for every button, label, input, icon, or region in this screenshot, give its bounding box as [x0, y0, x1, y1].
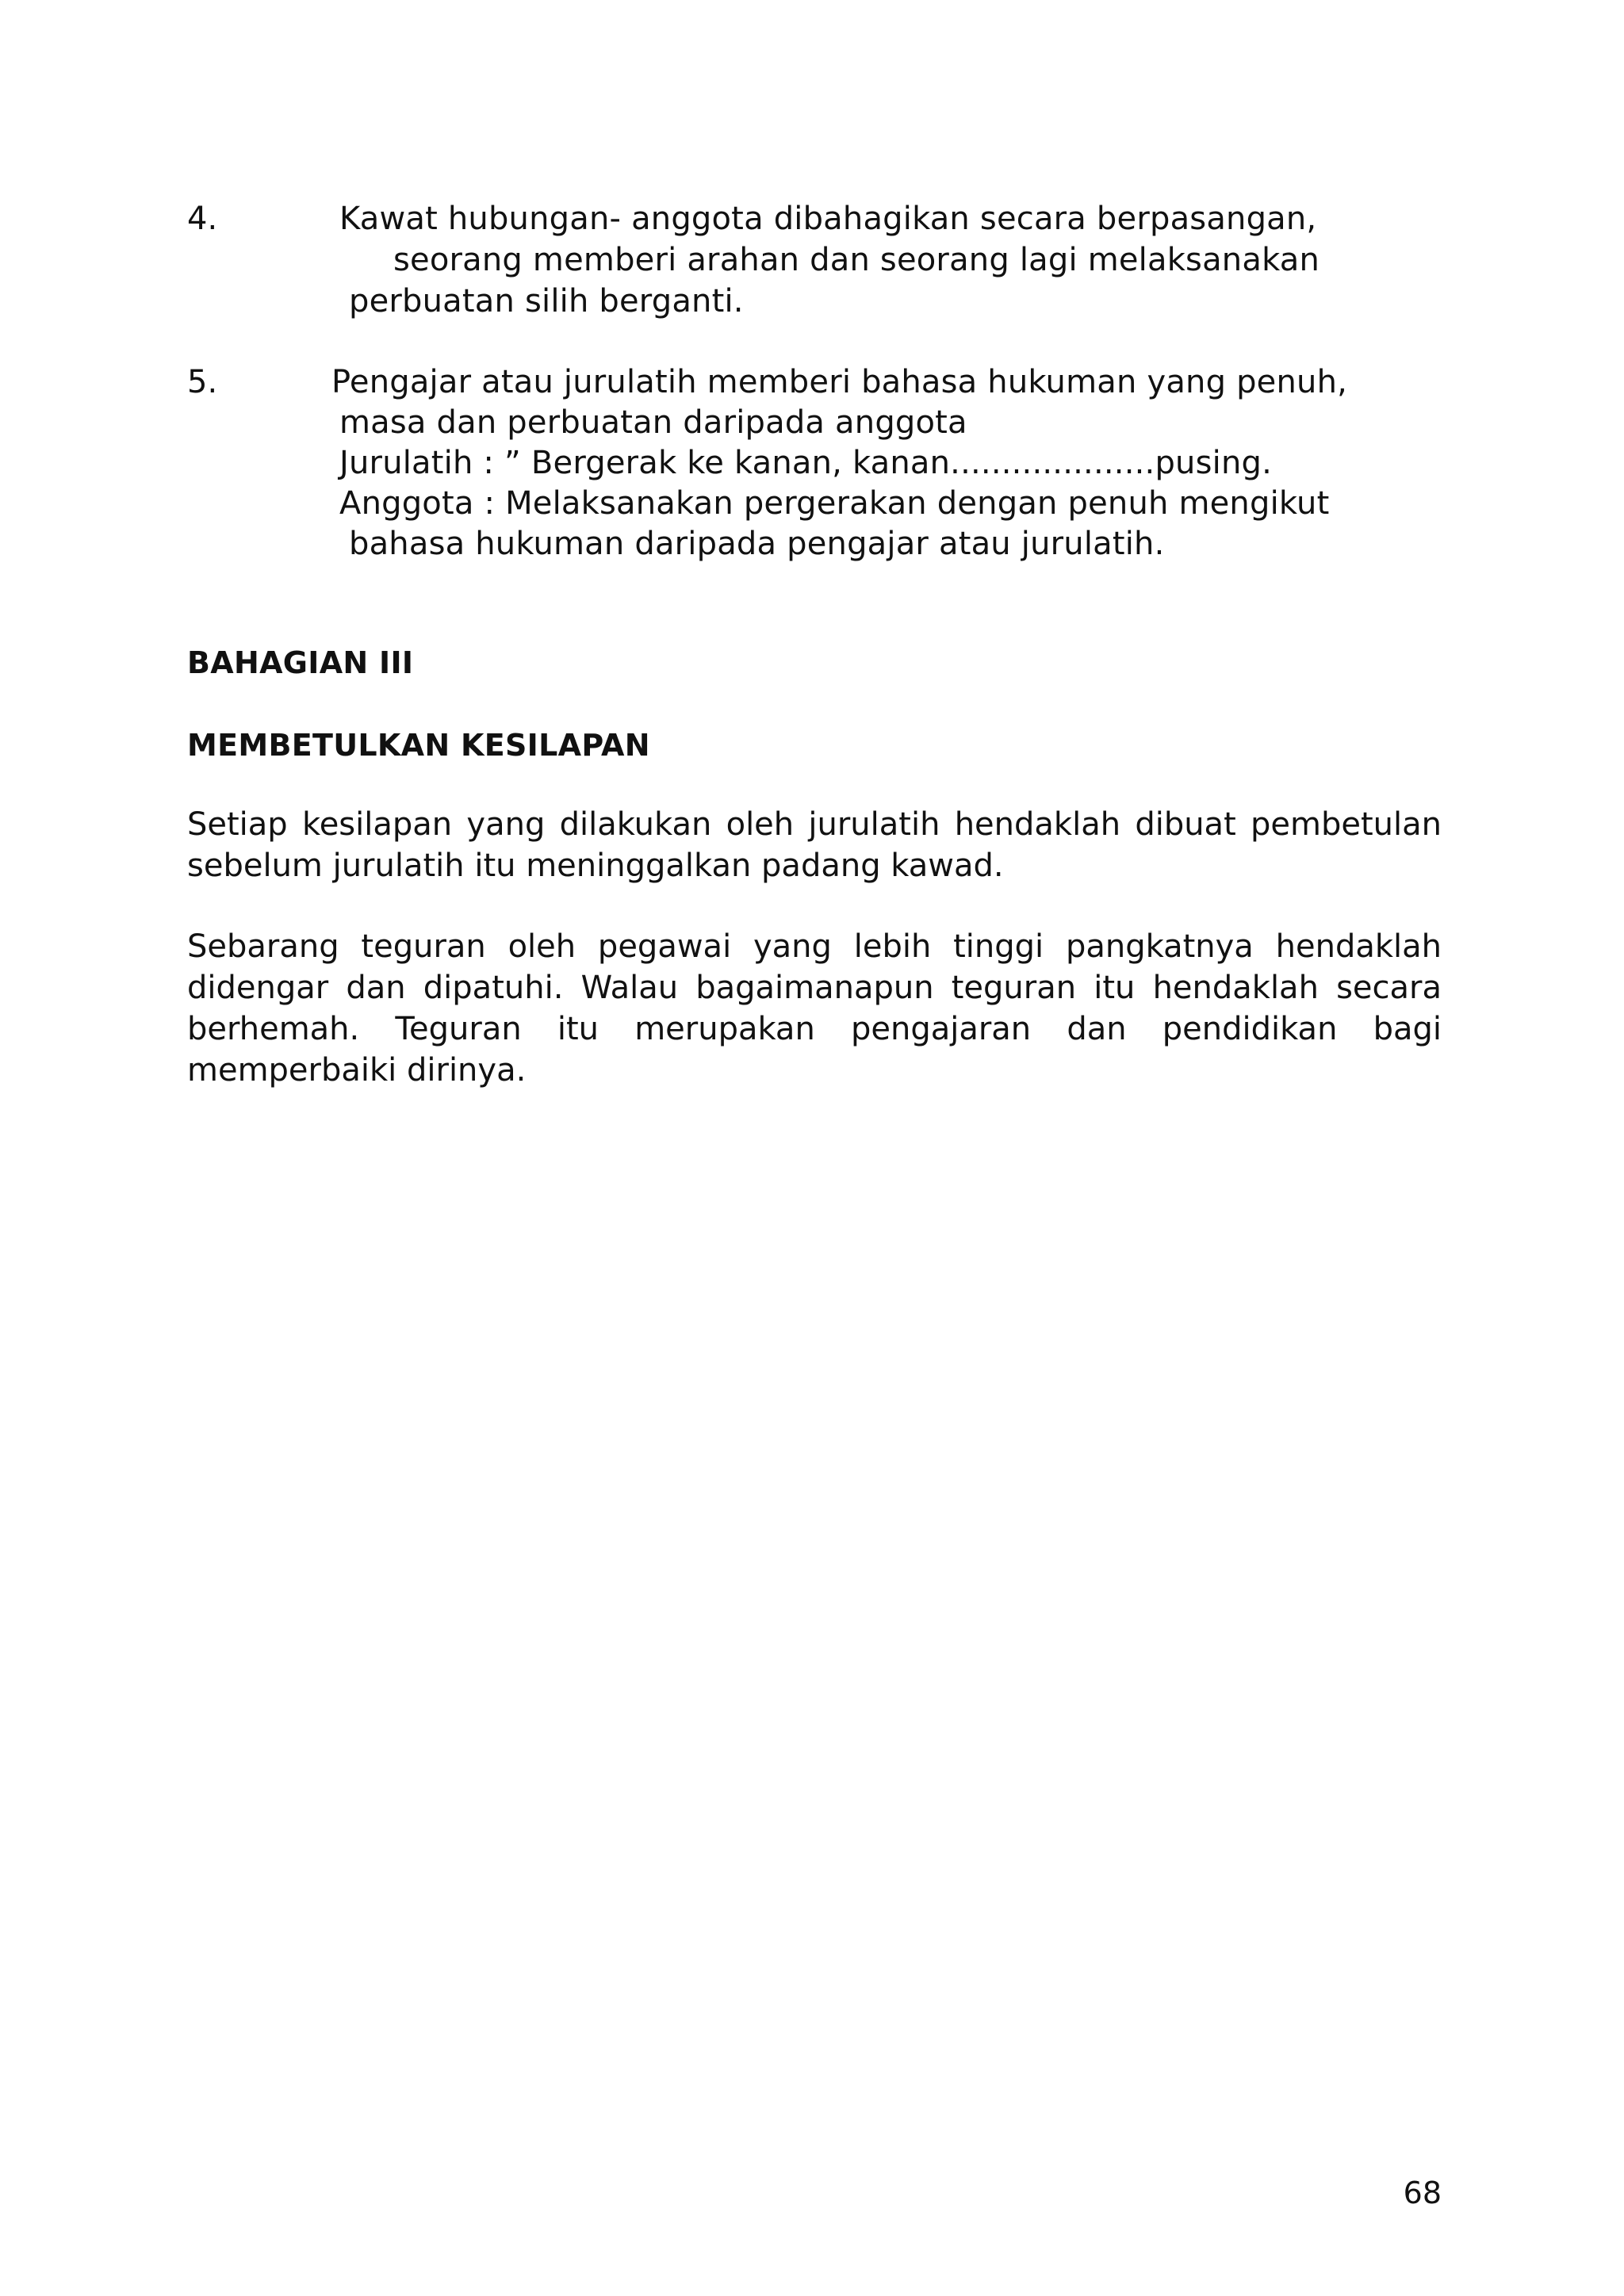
page-number: 68	[1403, 2175, 1442, 2210]
section-title-heading: MEMBETULKAN KESILAPAN	[187, 728, 650, 763]
paragraph-2	[187, 926, 1442, 1091]
item-5-line-4: Anggota : Melaksanakan pergerakan dengan penuh mengikut	[339, 485, 1330, 522]
item-5-number: 5.	[187, 364, 218, 400]
item-5-line-1: Pengajar atau jurulatih memberi bahasa hukuman yang penuh,	[331, 364, 1348, 400]
paragraph-1	[187, 804, 1442, 886]
paragraph-2-line-3: berhemah. Teguran itu merupakan pengajaran dan pendidikan bagi	[187, 1011, 1442, 1047]
paragraph-2-line-1: Sebarang teguran oleh pegawai yang lebih tinggi pangkatnya hendaklah	[187, 928, 1442, 965]
section-part-heading: BAHAGIAN III	[187, 645, 414, 680]
item-4-line-3: perbuatan silih berganti.	[349, 283, 744, 320]
item-5-line-5: bahasa hukuman daripada pengajar atau jurulatih.	[349, 526, 1165, 562]
item-4-line-2: seorang memberi arahan dan seorang lagi melaksanakan	[393, 242, 1320, 278]
paragraph-1-line-1: Setiap kesilapan yang dilakukan oleh jurulatih hendaklah dibuat pembetulan	[187, 806, 1442, 843]
item-5-line-2: masa dan perbuatan daripada anggota	[339, 404, 967, 441]
item-4-line-1: Kawat hubungan- anggota dibahagikan secara berpasangan,	[339, 201, 1317, 237]
item-4-number: 4.	[187, 201, 218, 237]
paragraph-2-line-2: didengar dan dipatuhi. Walau bagaimanapun teguran itu hendaklah secara	[187, 970, 1442, 1006]
paragraph-2-line-4: memperbaiki dirinya.	[187, 1052, 527, 1089]
paragraph-1-line-2: sebelum jurulatih itu meninggalkan padang kawad.	[187, 848, 1004, 884]
item-5-line-3: Jurulatih : ” Bergerak ke kanan, kanan....................pusing.	[339, 445, 1273, 481]
